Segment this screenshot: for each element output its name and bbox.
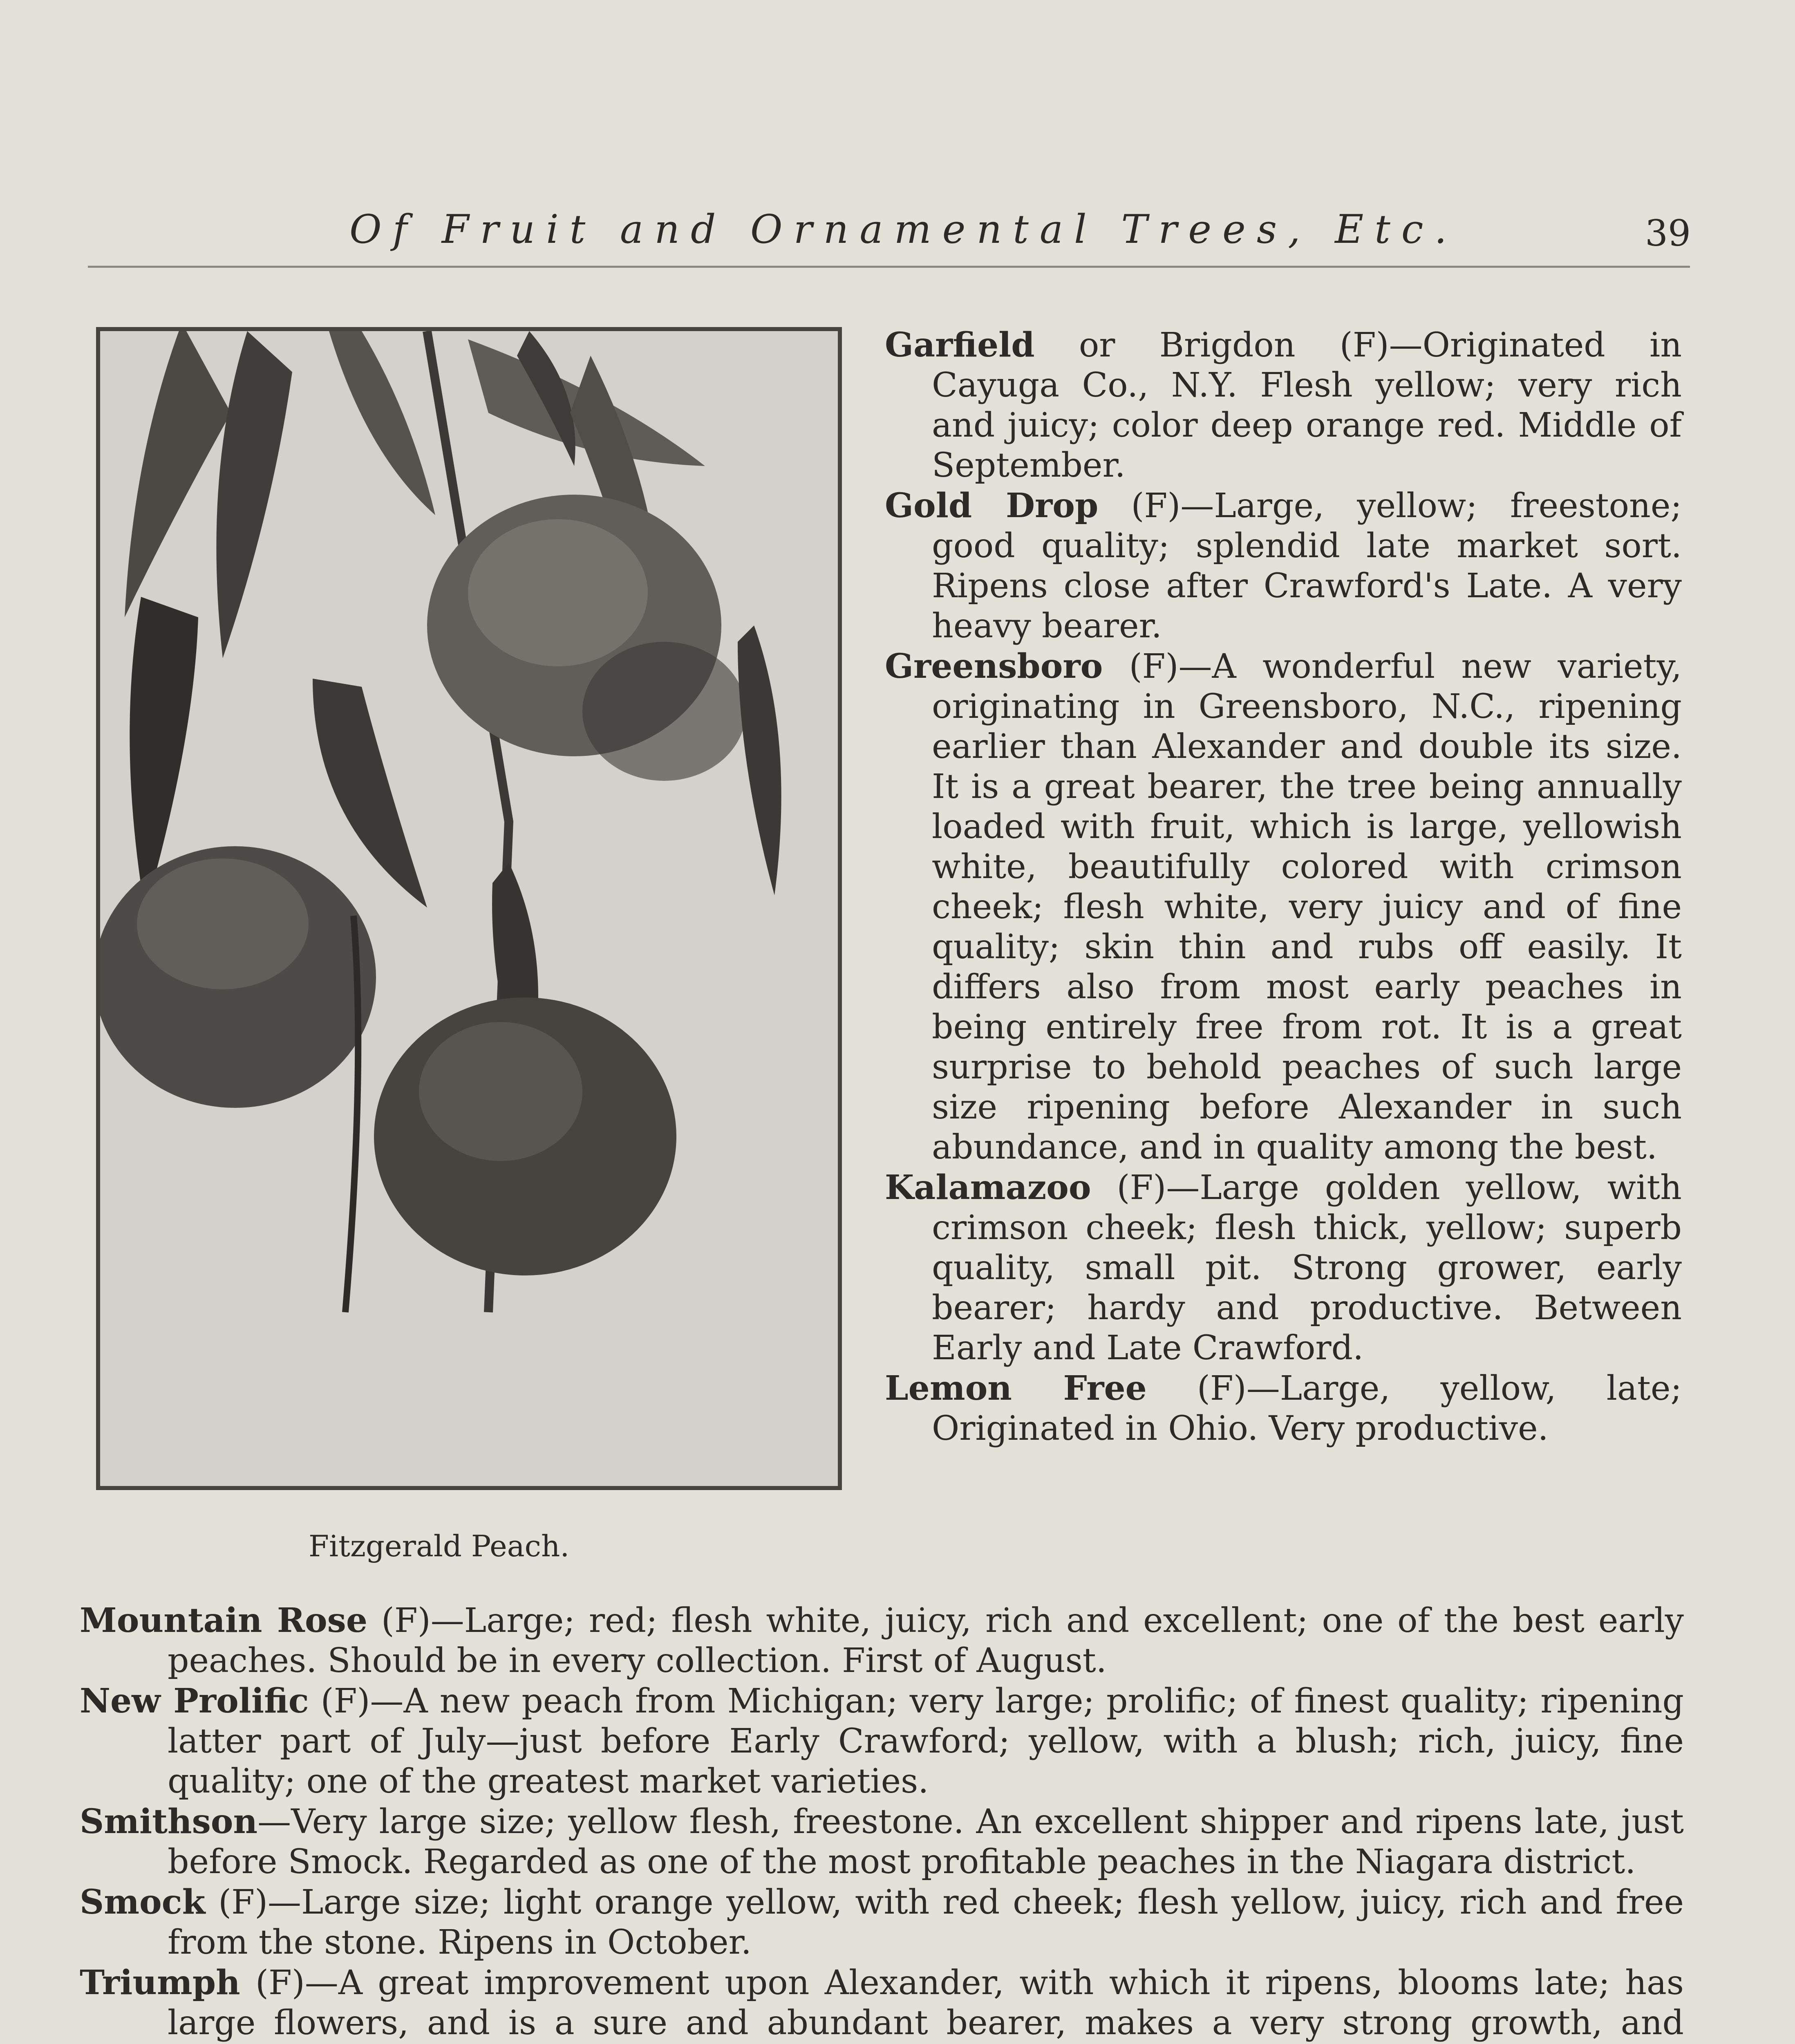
variety-description: —Very large size; yellow flesh, freestone. An excellent shipper and ripens late, just before Smock. Regarded as one of the most profitable peaches in the Niagara district. — [168, 1802, 1684, 1881]
variety-description: (F)—Large, yellow, late; Originated in Ohio. Very productive. — [932, 1369, 1682, 1448]
variety-entry — [80, 1882, 1684, 1963]
variety-entry — [80, 1681, 1684, 1802]
variety-description: (F)—Large golden yellow, with crimson cheek; flesh thick, yellow; superb quality, small pit. Strong grower, early bearer; hardy and productive. Between Early and Late Crawford. — [932, 1168, 1682, 1367]
variety-entry — [885, 486, 1682, 646]
variety-name: Greensboro — [885, 647, 1103, 686]
variety-name: Lemon Free — [885, 1369, 1147, 1408]
variety-description: (F)—A wonderful new variety, originating in Greensboro, N.C., ripening earlier than Alexander and double its size. It is a great bearer, the tree being annually loaded with fruit, which is large, yellowish white, beautifully colored with crimson cheek; flesh white, very juicy and of fine quality; skin thin and rubs off easily. It differs also from most early peaches in being entirely free from rot. It is a great surprise to behold peaches of such large size ripening before Alexander in such abundance, and in quality among the best. — [932, 647, 1682, 1167]
variety-description: (F)—Large size; light orange yellow, with red cheek; flesh yellow, juicy, rich and free from the stone. Ripens in October. — [168, 1883, 1684, 1962]
variety-entry — [80, 1600, 1684, 1681]
variety-entry — [885, 646, 1682, 1168]
variety-name: Garfield — [885, 325, 1035, 365]
variety-entry — [885, 1168, 1682, 1368]
variety-description: (F)—A new peach from Michigan; very large; prolific; of finest quality; ripening latter part of July—just before Early Crawford; yellow, with a blush; rich, juicy, fine quality; one of the greatest market varieties. — [168, 1682, 1684, 1801]
page-number: 39 — [1645, 212, 1691, 254]
peach-photograph — [96, 327, 842, 1490]
variety-entry — [885, 325, 1682, 486]
variety-name: Smithson — [80, 1802, 258, 1841]
variety-description: (F)—A great improvement upon Alexander, with which it ripens, blooms late; has large flowers, and is a sure and abundant bearer, makes a very strong growth, and — [168, 1963, 1684, 2042]
variety-description: (F)—Large; red; flesh white, juicy, rich and excellent; one of the best early peaches. Should be in every collection. First of August. — [168, 1601, 1684, 1680]
variety-description: (F)—Large, yellow; freestone; good quality; splendid late market sort. Ripens close after Crawford's Late. A very heavy bearer. — [932, 486, 1682, 645]
right-column — [885, 325, 1682, 1449]
variety-name: Triumph — [80, 1963, 240, 2002]
variety-description: or Brigdon (F)—Originated in Cayuga Co., N.Y. Flesh yellow; very rich and juicy; color deep orange red. Middle of September. — [932, 326, 1682, 485]
variety-name: New Prolific — [80, 1681, 309, 1721]
variety-name: Mountain Rose — [80, 1601, 368, 1640]
variety-name: Smock — [80, 1883, 206, 1922]
figure-caption: Fitzgerald Peach. — [309, 1529, 570, 1563]
peach-illustration — [100, 331, 838, 1486]
variety-name: Kalamazoo — [885, 1168, 1091, 1207]
running-title: Of Fruit and Ornamental Trees, Etc. — [349, 206, 1458, 252]
variety-entry — [885, 1368, 1682, 1449]
variety-entry — [80, 1963, 1684, 2044]
variety-entry — [80, 1802, 1684, 1882]
variety-name: Gold Drop — [885, 486, 1099, 525]
page-header — [88, 206, 1690, 268]
full-width-entries — [80, 1600, 1684, 2044]
